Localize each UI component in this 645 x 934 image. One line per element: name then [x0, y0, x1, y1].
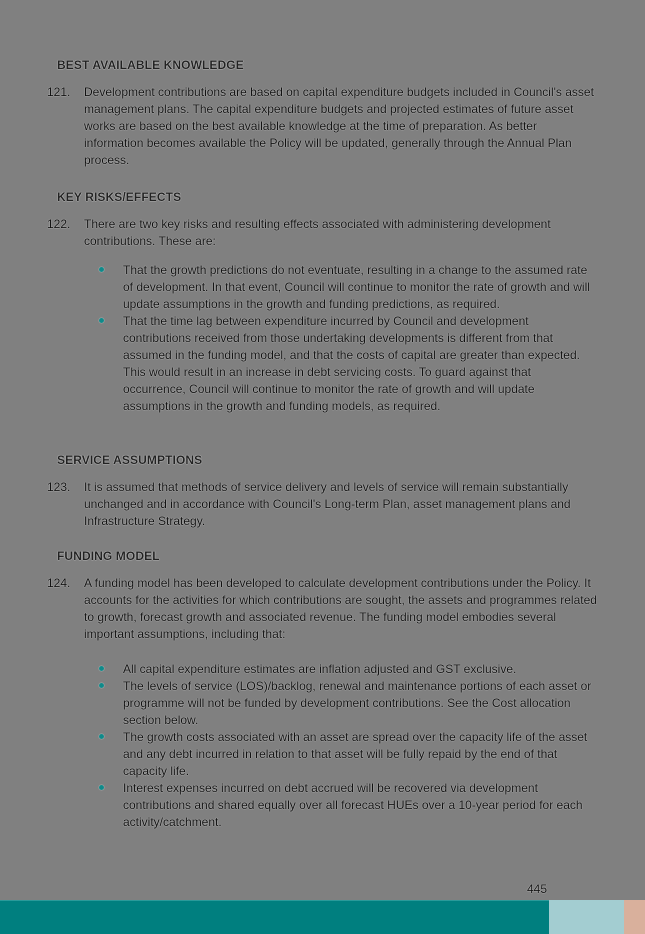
list-item: [96, 729, 596, 780]
bullet-icon: [99, 318, 104, 323]
bullet-icon: [99, 785, 104, 790]
footer-bar-peach-segment: [624, 900, 645, 934]
list-item-text: That the growth predictions do not eventuate, resulting in a change to the assumed rate of development. In that event, Council will continue to monitor the rate of growth and will update assumptions in the growth and funding predictions, as required.: [123, 263, 590, 311]
section-heading-service-assumptions: SERVICE ASSUMPTIONS: [57, 453, 203, 467]
paragraph-text: It is assumed that methods of service delivery and levels of service will remain substantially unchanged and in accordance with Council's Long-term Plan, asset management plans and Infrastructure Strategy.: [84, 480, 571, 528]
footer-color-bar: [0, 900, 645, 934]
bullet-icon: [99, 267, 104, 272]
assumptions-bullet-list: [96, 661, 596, 831]
risks-bullet-list: [96, 262, 596, 415]
list-item: [96, 780, 596, 831]
paragraph-122: [47, 216, 597, 250]
list-item-text: The growth costs associated with an asset are spread over the capacity life of the asset and any debt incurred in relation to that asset will be fully repaid by the end of that capacity life.: [123, 730, 588, 778]
list-item-text: That the time lag between expenditure incurred by Council and development contributions received from those undertaking developments is different from that assumed in the funding model, and that the costs of capital are greater than expected. This would result in an increase in debt servicing costs. To guard against that occurrence, Council will continue to monitor the rate of growth and will update assumptions in the growth and funding models, as required.: [123, 314, 580, 413]
paragraph-text: Development contributions are based on capital expenditure budgets included in Council's asset management plans. The capital expenditure budgets and projected estimates of future asset works are based on the best available knowledge at the time of preparation. As better information becomes available the Policy will be updated, generally through the Annual Plan process.: [84, 85, 594, 167]
list-item-text: All capital expenditure estimates are inflation adjusted and GST exclusive.: [123, 662, 517, 676]
paragraph-number: 121.: [47, 85, 71, 99]
bullet-icon: [99, 683, 104, 688]
list-item: [96, 262, 596, 313]
section-heading-funding-model: FUNDING MODEL: [57, 549, 160, 563]
section-heading-best-available-knowledge: BEST AVAILABLE KNOWLEDGE: [57, 58, 244, 72]
list-item: [96, 678, 596, 729]
paragraph-number: 123.: [47, 480, 71, 494]
list-item-text: The levels of service (LOS)/backlog, renewal and maintenance portions of each asset or programme will not be funded by development contributions. See the Cost allocation section below.: [123, 679, 592, 727]
paragraph-text: There are two key risks and resulting effects associated with administering development contributions. These are:: [84, 217, 551, 248]
paragraph-124: [47, 575, 597, 643]
paragraph-121: [47, 84, 597, 169]
footer-bar-teal-segment: [0, 900, 549, 934]
paragraph-number: 122.: [47, 217, 71, 231]
section-heading-key-risks: KEY RISKS/EFFECTS: [57, 190, 182, 204]
paragraph-123: [47, 479, 597, 530]
list-item-text: Interest expenses incurred on debt accrued will be recovered via development contributions and shared equally over all forecast HUEs over a 10-year period for each activity/catchment.: [123, 781, 583, 829]
list-item: [96, 313, 596, 415]
page-number: 445: [527, 882, 548, 896]
paragraph-text: A funding model has been developed to calculate development contributions under the Policy. It accounts for the activities for which contributions are sought, the assets and programmes related to growth, forecast growth and associated revenue. The funding model embodies several important assumptions, including that:: [84, 576, 597, 641]
footer-bar-light-segment: [549, 900, 624, 934]
list-item: [96, 661, 596, 678]
bullet-icon: [99, 734, 104, 739]
paragraph-number: 124.: [47, 576, 71, 590]
bullet-icon: [99, 666, 104, 671]
